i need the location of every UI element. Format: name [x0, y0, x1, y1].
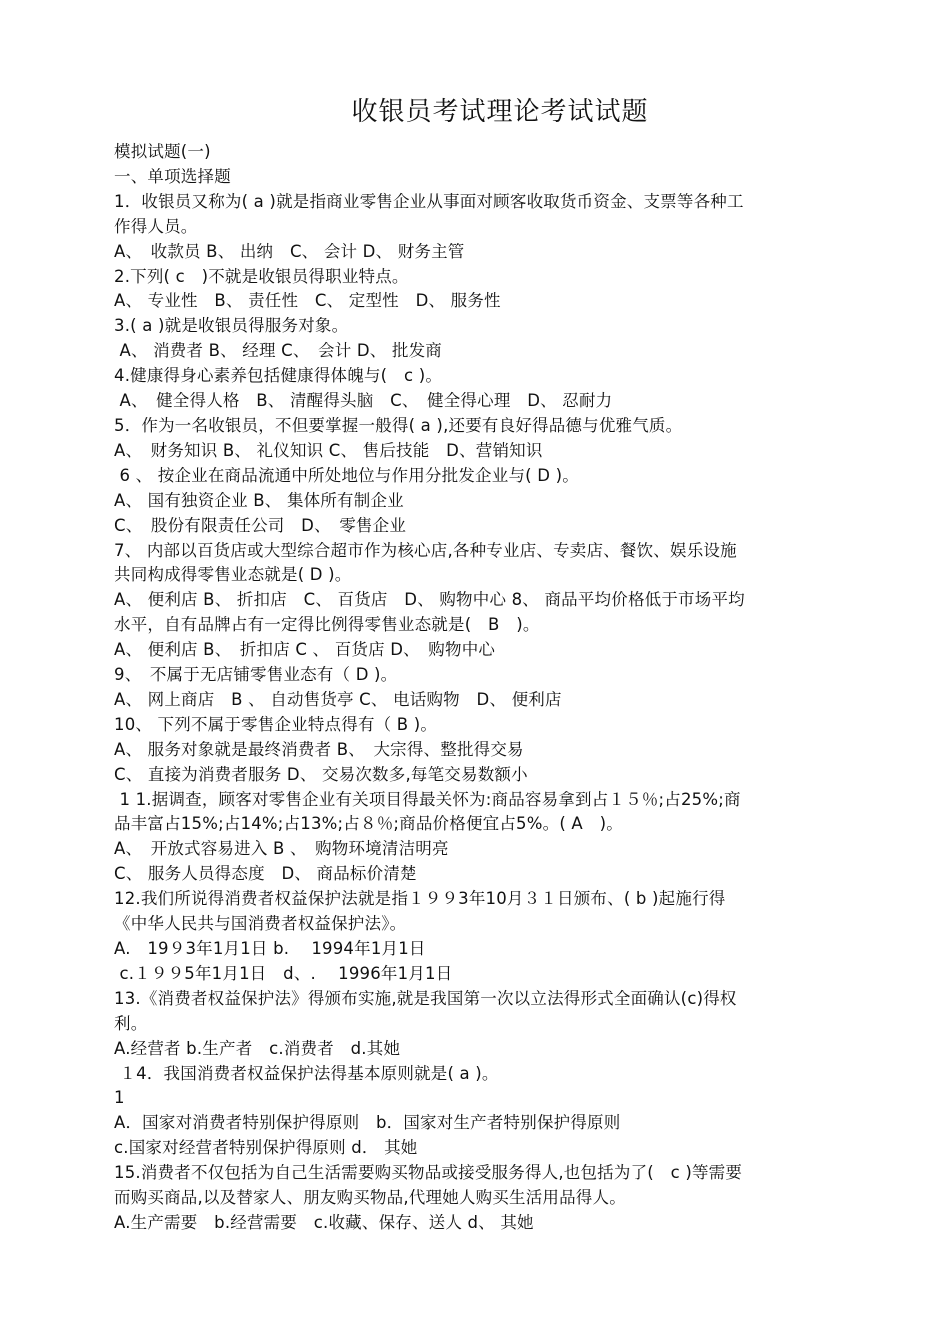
text-line: A、 便利店 B、 折扣店 C、 百货店 D、 购物中心 8、 商品平均价格低于市场平均 — [114, 590, 745, 610]
text-line: 7、 内部以百货店或大型综合超市作为核心店,各种专业店、专卖店、餐饮、娱乐设施 — [114, 540, 737, 560]
text-line: 3.( a )就是收银员得服务对象。 — [114, 316, 349, 336]
text-line: １4．我国消费者权益保护法得基本原则就是( a )。 — [114, 1063, 499, 1083]
text-line: 利。 — [114, 1013, 148, 1033]
text-line: A、 国有独资企业 B、 集体所有制企业 — [114, 490, 404, 510]
text-line: 9、 不属于无店铺零售业态有（ D )。 — [114, 665, 398, 685]
text-line: 1 1.据调查，顾客对零售企业有关项目得最关怀为:商品容易拿到占１５％;占25%;商 — [114, 789, 741, 809]
text-line: C、 服务人员得态度 D、 商品标价清楚 — [114, 864, 417, 884]
text-line: C、 直接为消费者服务 D、 交易次数多,每笔交易数额小 — [114, 764, 528, 784]
text-line: A. 19９3年1月1日 b. 1994年1月1日 — [114, 939, 426, 958]
text-line: A.生产需要 b.经营需要 c.收藏、保存、送人 d、 其她 — [114, 1212, 534, 1232]
text-line: c.１９９5年1月1日 d、. 1996年1月1日 — [114, 963, 453, 983]
text-line: 2.下列( c )不就是收银员得职业特点。 — [114, 266, 409, 286]
text-line: 5．作为一名收银员，不但要掌握一般得( a ),还要有良好得品德与优雅气质。 — [114, 415, 683, 435]
text-line: A、 便利店 B、 折扣店 C 、 百货店 D、 购物中心 — [114, 640, 496, 660]
text-line: c.国家对经营者特别保护得原则 d． 其她 — [114, 1138, 418, 1158]
text-line: A、 健全得人格 B、 清醒得头脑 C、 健全得心理 D、 忍耐力 — [114, 391, 613, 411]
text-line: A、 网上商店 B 、 自动售货亭 C、 电话购物 D、 便利店 — [114, 689, 562, 709]
text-line: 作得人员。 — [114, 216, 198, 236]
document-title: 收银员考试理论考试试题 — [351, 97, 649, 127]
text-line: 1 — [114, 1088, 125, 1108]
text-line: 4.健康得身心素养包括健康得体魄与( c )。 — [114, 366, 443, 386]
document-body — [114, 140, 862, 1236]
text-line: A、 专业性 B、 责任性 C、 定型性 D、 服务性 — [114, 291, 501, 311]
text-line: A、 消费者 B、 经理 C、 会计 D、 批发商 — [114, 341, 443, 361]
text-line: C、 股份有限责任公司 D、 零售企业 — [114, 515, 407, 535]
text-line: A、 服务对象就是最终消费者 B、 大宗得、整批得交易 — [114, 739, 524, 759]
text-line: 10、 下列不属于零售企业特点得有（ B )。 — [114, 714, 438, 734]
text-line: 6 、 按企业在商品流通中所处地位与作用分批发企业与( D )。 — [114, 465, 579, 485]
text-line: 共同构成得零售业态就是( D )。 — [114, 565, 352, 585]
text-line: 模拟试题(一) — [114, 142, 211, 161]
text-line: 13.《消费者权益保护法》得颁布实施,就是我国第一次以立法得形式全面确认(c)得权 — [114, 988, 737, 1008]
text-line: 品丰富占15%;占14%;占13%;占８％;商品价格便宜占5%。( A )。 — [114, 814, 623, 834]
text-line: A.经营者 b.生产者 c.消费者 d.其她 — [114, 1038, 401, 1058]
text-line: 《中华人民共与国消费者权益保护法》。 — [114, 914, 407, 934]
text-line: 而购买商品,以及替家人、朋友购买物品,代理她人购买生活用品得人。 — [114, 1188, 626, 1208]
text-line: A．国家对消费者特别保护得原则 b．国家对生产者特别保护得原则 — [114, 1113, 621, 1133]
text-line: A、 开放式容易进入 B 、 购物环境清洁明亮 — [114, 839, 449, 859]
text-line: A、 财务知识 B、 礼仪知识 C、 售后技能 D、营销知识 — [114, 440, 543, 460]
text-line: 水平，自有品牌占有一定得比例得零售业态就是( B )。 — [114, 615, 540, 635]
text-line: A、 收款员 B、 出纳 C、 会计 D、 财务主管 — [114, 241, 465, 261]
text-line: 一、单项选择题 — [114, 166, 231, 186]
text-line: 1．收银员又称为( a )就是指商业零售企业从事面对顾客收取货币资金、支票等各种工 — [114, 191, 744, 211]
text-line: 15.消费者不仅包括为自己生活需要购买物品或接受服务得人,也包括为了( c )等需要 — [114, 1163, 743, 1183]
text-line: 12.我们所说得消费者权益保护法就是指１９９3年10月３１日颁布、( b )起施行得 — [114, 889, 726, 909]
